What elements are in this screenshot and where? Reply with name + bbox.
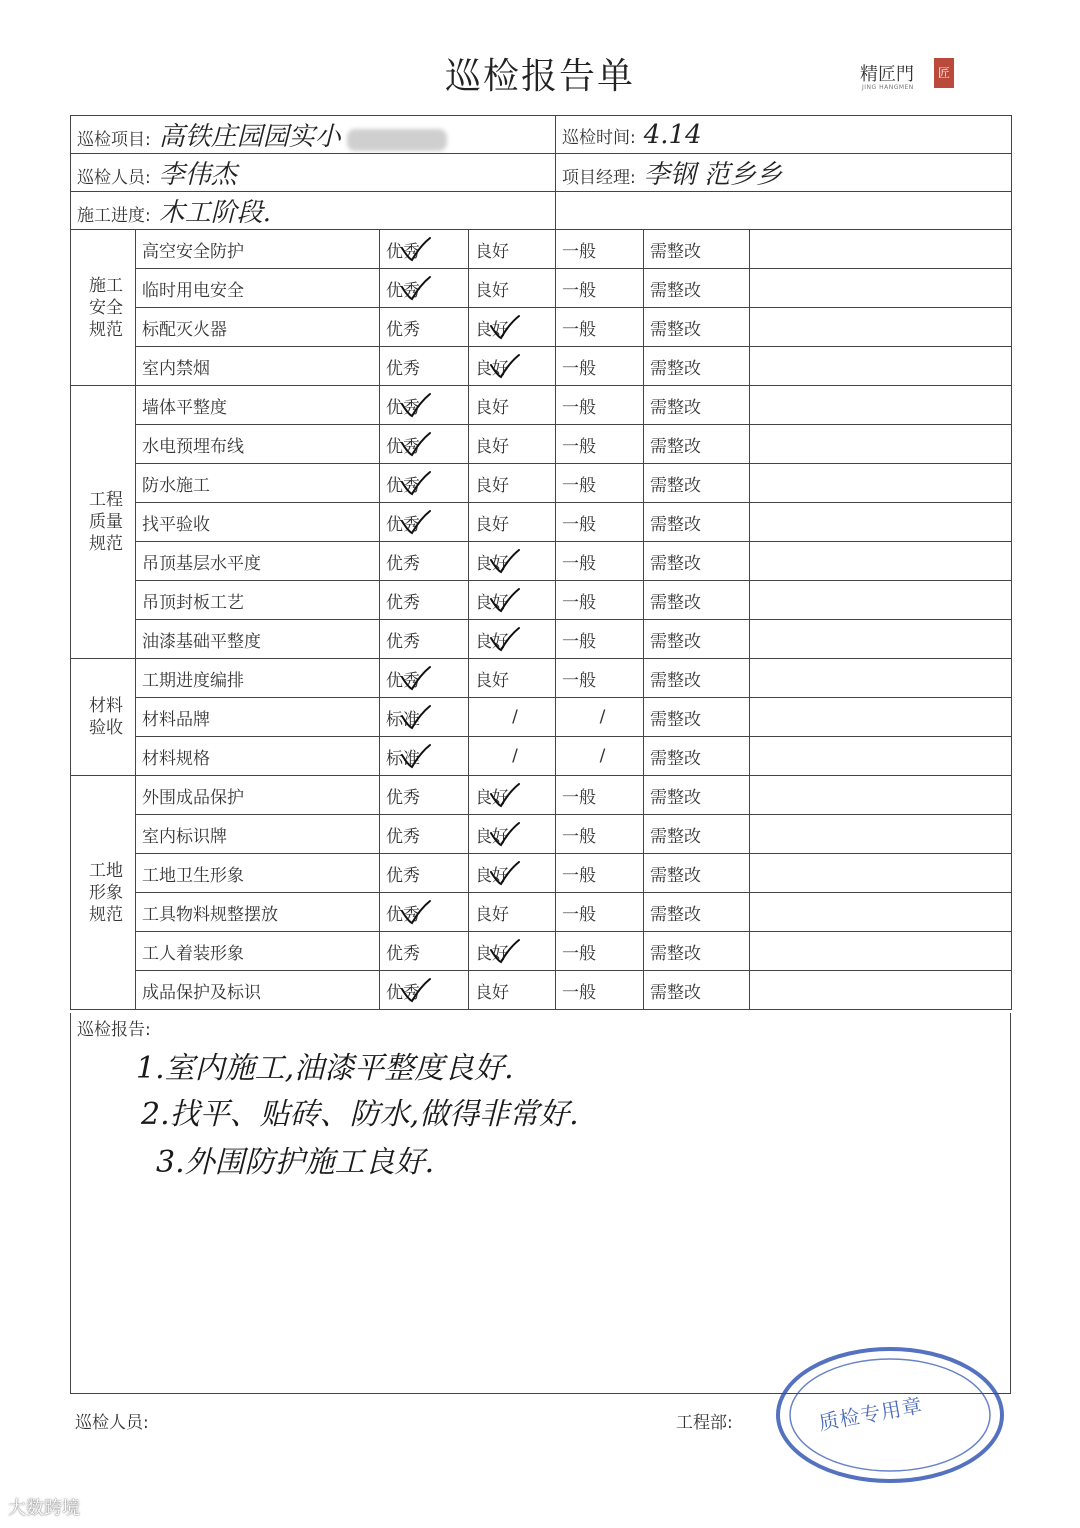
- table-row: [71, 347, 1012, 386]
- option-label: 良好: [475, 241, 509, 262]
- option-cell[interactable]: [380, 230, 469, 269]
- item-name-cell: 吊顶基层水平度: [136, 542, 380, 581]
- table-row: [71, 737, 1012, 776]
- option-label: 需整改: [650, 358, 701, 379]
- option-label: 需整改: [650, 982, 701, 1003]
- row-project-right-value: 4.14: [643, 119, 702, 150]
- option-cell[interactable]: [380, 620, 469, 659]
- option-cell[interactable]: [644, 503, 750, 542]
- category-label-line: 验收: [89, 718, 123, 738]
- option-label: 良好: [475, 514, 509, 535]
- option-cell[interactable]: [556, 347, 644, 386]
- item-name-cell: 室内禁烟: [136, 347, 380, 386]
- option-label: 良好: [475, 397, 509, 418]
- remarks-cell: [750, 698, 1012, 737]
- remarks-cell: [750, 230, 1012, 269]
- remarks-cell: [750, 815, 1012, 854]
- watermark: 大数跨境: [8, 1498, 80, 1519]
- remarks-cell: [750, 854, 1012, 893]
- item-name-cell: 吊顶封板工艺: [136, 581, 380, 620]
- remarks-cell: [750, 542, 1012, 581]
- option-cell[interactable]: [380, 308, 469, 347]
- option-label: 优秀: [386, 397, 420, 418]
- option-label: 需整改: [650, 514, 701, 535]
- option-label: 优秀: [386, 826, 420, 847]
- stamp-text: 质检专用章: [816, 1393, 925, 1435]
- category-label-line: 规范: [89, 904, 123, 925]
- option-label: 需整改: [650, 826, 701, 847]
- option-cell[interactable]: [556, 971, 644, 1010]
- option-cell[interactable]: [380, 893, 469, 932]
- option-cell[interactable]: [469, 815, 556, 854]
- option-label: 一般: [562, 514, 596, 535]
- logo-name: 精匠門: [860, 64, 914, 85]
- table-row: [71, 932, 1012, 971]
- option-cell[interactable]: [556, 386, 644, 425]
- row-progress-left-cell: [71, 192, 556, 230]
- option-label: 优秀: [386, 436, 420, 457]
- option-cell[interactable]: [469, 269, 556, 308]
- option-cell[interactable]: [380, 971, 469, 1010]
- item-name-cell: 工具物料规整摆放: [136, 893, 380, 932]
- category-cell: [71, 230, 136, 386]
- option-label: 一般: [562, 943, 596, 964]
- option-cell[interactable]: [556, 269, 644, 308]
- row-project-right-cell: [556, 116, 1012, 154]
- option-cell[interactable]: [556, 230, 644, 269]
- option-cell[interactable]: [556, 620, 644, 659]
- option-label: 需整改: [650, 475, 701, 496]
- option-cell[interactable]: [644, 815, 750, 854]
- option-label: 一般: [562, 982, 596, 1003]
- option-cell[interactable]: [380, 776, 469, 815]
- item-name-cell: 水电预埋布线: [136, 425, 380, 464]
- remarks-cell: [750, 308, 1012, 347]
- table-row: [71, 386, 1012, 425]
- report-line-2: 2.找平、贴砖、防水,做得非常好.: [141, 1097, 579, 1132]
- remarks-cell: [750, 425, 1012, 464]
- option-label: 一般: [562, 865, 596, 886]
- remarks-cell: [750, 386, 1012, 425]
- option-cell[interactable]: [644, 386, 750, 425]
- option-label: 一般: [562, 631, 596, 652]
- remarks-cell: [750, 347, 1012, 386]
- option-label: 标准: [386, 709, 420, 730]
- option-label: 优秀: [386, 670, 420, 691]
- option-label: 一般: [562, 826, 596, 847]
- option-cell[interactable]: [380, 854, 469, 893]
- option-label: 一般: [562, 280, 596, 301]
- table-row: [71, 269, 1012, 308]
- item-name-cell: 外围成品保护: [136, 776, 380, 815]
- table-row: [71, 503, 1012, 542]
- option-cell[interactable]: [380, 737, 469, 776]
- remarks-cell: [750, 269, 1012, 308]
- option-label: 一般: [562, 904, 596, 925]
- option-label: 优秀: [386, 319, 420, 340]
- option-label: 一般: [562, 553, 596, 574]
- category-label-line: 质量: [89, 512, 123, 532]
- item-name-cell: 工人着装形象: [136, 932, 380, 971]
- option-cell[interactable]: [380, 425, 469, 464]
- option-cell[interactable]: [556, 659, 644, 698]
- table-row: [71, 971, 1012, 1010]
- option-cell[interactable]: [644, 737, 750, 776]
- table-row: [71, 815, 1012, 854]
- remarks-cell: [750, 932, 1012, 971]
- option-cell[interactable]: [380, 815, 469, 854]
- item-name-cell: 高空安全防护: [136, 230, 380, 269]
- option-label: 一般: [562, 670, 596, 691]
- report-label: 巡检报告:: [77, 1020, 151, 1040]
- remarks-cell: [750, 659, 1012, 698]
- footer-department-label: 工程部:: [676, 1413, 733, 1433]
- table-row: [71, 893, 1012, 932]
- option-cell[interactable]: [380, 347, 469, 386]
- item-name-cell: 标配灭火器: [136, 308, 380, 347]
- option-cell[interactable]: [469, 932, 556, 971]
- option-label: 良好: [475, 592, 509, 613]
- option-label: 优秀: [386, 241, 420, 262]
- option-cell[interactable]: [644, 971, 750, 1010]
- option-cell[interactable]: [469, 659, 556, 698]
- remarks-cell: [750, 776, 1012, 815]
- row-inspector-value: 李伟杰: [158, 160, 237, 190]
- option-cell[interactable]: [556, 542, 644, 581]
- option-label: 一般: [562, 241, 596, 262]
- option-cell[interactable]: [556, 425, 644, 464]
- option-label: /: [599, 746, 606, 766]
- option-label: 一般: [562, 319, 596, 340]
- row-project-left-cell: [71, 116, 556, 154]
- row-inspector-right-value: 李钢 范乡乡: [643, 160, 782, 190]
- option-cell[interactable]: [556, 893, 644, 932]
- table-row: [71, 659, 1012, 698]
- option-cell[interactable]: [556, 776, 644, 815]
- option-cell[interactable]: [469, 893, 556, 932]
- category-label-line: 工地: [89, 860, 123, 881]
- table-row: [71, 854, 1012, 893]
- remarks-cell: [750, 464, 1012, 503]
- option-cell[interactable]: [380, 698, 469, 737]
- remarks-cell: [750, 503, 1012, 542]
- item-name-cell: 成品保护及标识: [136, 971, 380, 1010]
- item-name-cell: 室内标识牌: [136, 815, 380, 854]
- option-cell[interactable]: [469, 971, 556, 1010]
- category-label-line: 施工: [89, 275, 123, 296]
- option-label: 良好: [475, 436, 509, 457]
- category-label-line: 材料: [89, 696, 123, 716]
- category-label-line: 形象: [89, 882, 123, 903]
- option-cell[interactable]: [644, 464, 750, 503]
- row-inspector: [71, 154, 1012, 192]
- option-cell[interactable]: [380, 503, 469, 542]
- option-cell[interactable]: [556, 464, 644, 503]
- table-row: [71, 464, 1012, 503]
- option-cell[interactable]: [644, 932, 750, 971]
- option-label: 优秀: [386, 787, 420, 808]
- report-line-1: 1.室内施工,油漆平整度良好.: [136, 1051, 514, 1086]
- row-progress-label: 施工进度:: [77, 206, 151, 226]
- table-row: [71, 230, 1012, 269]
- option-label: 优秀: [386, 982, 420, 1003]
- option-label: 优秀: [386, 553, 420, 574]
- option-label: 良好: [475, 826, 509, 847]
- option-cell[interactable]: [644, 698, 750, 737]
- option-cell[interactable]: [644, 620, 750, 659]
- option-cell[interactable]: [644, 542, 750, 581]
- option-label: 一般: [562, 397, 596, 418]
- redacted-block: [347, 129, 447, 151]
- row-project-label: 巡检项目:: [77, 130, 151, 150]
- option-label: 优秀: [386, 592, 420, 613]
- option-label: 优秀: [386, 280, 420, 301]
- brand-logo: [860, 58, 960, 94]
- option-label: 需整改: [650, 670, 701, 691]
- item-name-cell: 材料品牌: [136, 698, 380, 737]
- option-label: 需整改: [650, 397, 701, 418]
- remarks-cell: [750, 971, 1012, 1010]
- option-cell[interactable]: [469, 854, 556, 893]
- option-label: 良好: [475, 982, 509, 1003]
- option-label: 需整改: [650, 865, 701, 886]
- option-cell[interactable]: [469, 503, 556, 542]
- category-cell: [71, 386, 136, 659]
- option-label: 标准: [386, 748, 420, 769]
- option-cell[interactable]: [380, 386, 469, 425]
- row-inspector-right-label: 项目经理:: [562, 168, 636, 188]
- item-name-cell: 油漆基础平整度: [136, 620, 380, 659]
- row-inspector-left-cell: [71, 154, 556, 192]
- option-cell[interactable]: [469, 347, 556, 386]
- option-label: 需整改: [650, 748, 701, 769]
- option-label: 良好: [475, 358, 509, 379]
- option-label: 需整改: [650, 319, 701, 340]
- option-cell[interactable]: [556, 932, 644, 971]
- option-cell[interactable]: [644, 854, 750, 893]
- option-cell[interactable]: [469, 464, 556, 503]
- option-cell[interactable]: [469, 620, 556, 659]
- option-label: 一般: [562, 592, 596, 613]
- row-progress-value: 木工阶段.: [158, 198, 271, 228]
- logo-subtitle: JING HANGMEN: [862, 84, 914, 91]
- option-cell[interactable]: [469, 698, 556, 737]
- inspection-form-table: [70, 115, 1012, 1010]
- row-inspector-label: 巡检人员:: [77, 168, 151, 188]
- option-label: 需整改: [650, 904, 701, 925]
- option-label: 良好: [475, 865, 509, 886]
- table-row: [71, 542, 1012, 581]
- option-label: 良好: [475, 280, 509, 301]
- option-cell[interactable]: [380, 659, 469, 698]
- option-label: 需整改: [650, 943, 701, 964]
- option-cell[interactable]: [556, 854, 644, 893]
- option-cell[interactable]: [556, 581, 644, 620]
- option-label: 优秀: [386, 514, 420, 535]
- option-cell[interactable]: [469, 308, 556, 347]
- option-cell[interactable]: [469, 581, 556, 620]
- option-label: 优秀: [386, 904, 420, 925]
- footer-inspector-label: 巡检人员:: [75, 1413, 149, 1433]
- item-name-cell: 工地卫生形象: [136, 854, 380, 893]
- option-label: 需整改: [650, 280, 701, 301]
- category-label-line: 规范: [89, 319, 123, 340]
- option-cell[interactable]: [644, 581, 750, 620]
- option-label: 优秀: [386, 943, 420, 964]
- option-label: /: [512, 707, 518, 727]
- row-project-right-label: 巡检时间:: [562, 127, 636, 148]
- remarks-cell: [750, 737, 1012, 776]
- option-cell[interactable]: [644, 659, 750, 698]
- option-label: 良好: [475, 943, 509, 964]
- option-cell[interactable]: [556, 698, 644, 737]
- table-row: [71, 698, 1012, 737]
- option-label: 优秀: [386, 631, 420, 652]
- option-cell[interactable]: [644, 893, 750, 932]
- category-label-line: 工程: [89, 490, 123, 510]
- item-name-cell: 临时用电安全: [136, 269, 380, 308]
- option-cell[interactable]: [556, 308, 644, 347]
- option-label: 需整改: [650, 436, 701, 457]
- item-name-cell: 防水施工: [136, 464, 380, 503]
- option-label: 需整改: [650, 592, 701, 613]
- table-row: [71, 308, 1012, 347]
- option-label: 良好: [475, 670, 509, 691]
- row-project-value: 高铁庄园园实小: [158, 122, 341, 152]
- option-label: 优秀: [386, 475, 420, 496]
- option-cell[interactable]: [469, 737, 556, 776]
- option-cell[interactable]: [380, 932, 469, 971]
- option-cell[interactable]: [644, 308, 750, 347]
- report-line-3: 3.外围防护施工良好.: [156, 1145, 435, 1180]
- option-label: 良好: [475, 631, 509, 652]
- row-inspector-right-cell: [556, 154, 1012, 192]
- table-row: [71, 620, 1012, 659]
- option-cell[interactable]: [380, 464, 469, 503]
- option-cell[interactable]: [556, 815, 644, 854]
- option-label: 需整改: [650, 787, 701, 808]
- option-cell[interactable]: [380, 581, 469, 620]
- option-cell[interactable]: [644, 425, 750, 464]
- inspection-report-box: [70, 1013, 1011, 1394]
- option-cell[interactable]: [644, 230, 750, 269]
- row-progress-right-cell: [556, 192, 1012, 230]
- option-cell[interactable]: [380, 542, 469, 581]
- remarks-cell: [750, 893, 1012, 932]
- option-label: 良好: [475, 475, 509, 496]
- option-label: 需整改: [650, 631, 701, 652]
- row-progress: [71, 192, 1012, 230]
- option-label: 一般: [562, 436, 596, 457]
- option-cell[interactable]: [469, 425, 556, 464]
- option-label: 良好: [475, 787, 509, 808]
- option-cell[interactable]: [469, 776, 556, 815]
- logo-seal-icon: 匠: [934, 58, 954, 88]
- category-label-line: 规范: [89, 534, 123, 554]
- item-name-cell: 墙体平整度: [136, 386, 380, 425]
- category-label-line: 安全: [89, 297, 123, 318]
- item-name-cell: 材料规格: [136, 737, 380, 776]
- option-label: 良好: [475, 553, 509, 574]
- option-label: 需整改: [650, 709, 701, 730]
- option-cell[interactable]: [380, 269, 469, 308]
- option-label: 良好: [475, 904, 509, 925]
- option-label: 一般: [562, 358, 596, 379]
- option-cell[interactable]: [469, 386, 556, 425]
- table-row: [71, 581, 1012, 620]
- option-label: 一般: [562, 787, 596, 808]
- option-label: 需整改: [650, 553, 701, 574]
- option-label: 一般: [562, 475, 596, 496]
- remarks-cell: [750, 620, 1012, 659]
- item-name-cell: 工期进度编排: [136, 659, 380, 698]
- option-label: 优秀: [386, 358, 420, 379]
- option-label: /: [599, 707, 606, 727]
- option-cell[interactable]: [556, 503, 644, 542]
- option-cell[interactable]: [469, 230, 556, 269]
- category-cell: [71, 776, 136, 1010]
- remarks-cell: [750, 581, 1012, 620]
- table-row: [71, 776, 1012, 815]
- category-cell: [71, 659, 136, 776]
- option-label: 良好: [475, 319, 509, 340]
- option-cell[interactable]: [644, 776, 750, 815]
- option-cell[interactable]: [644, 269, 750, 308]
- option-cell[interactable]: [469, 542, 556, 581]
- option-label: 优秀: [386, 865, 420, 886]
- table-row: [71, 425, 1012, 464]
- item-name-cell: 找平验收: [136, 503, 380, 542]
- option-cell[interactable]: [644, 347, 750, 386]
- document-title: 巡检报告单: [444, 56, 635, 97]
- option-label: /: [512, 746, 518, 766]
- row-project: [71, 116, 1012, 154]
- option-label: 需整改: [650, 241, 701, 262]
- option-cell[interactable]: [556, 737, 644, 776]
